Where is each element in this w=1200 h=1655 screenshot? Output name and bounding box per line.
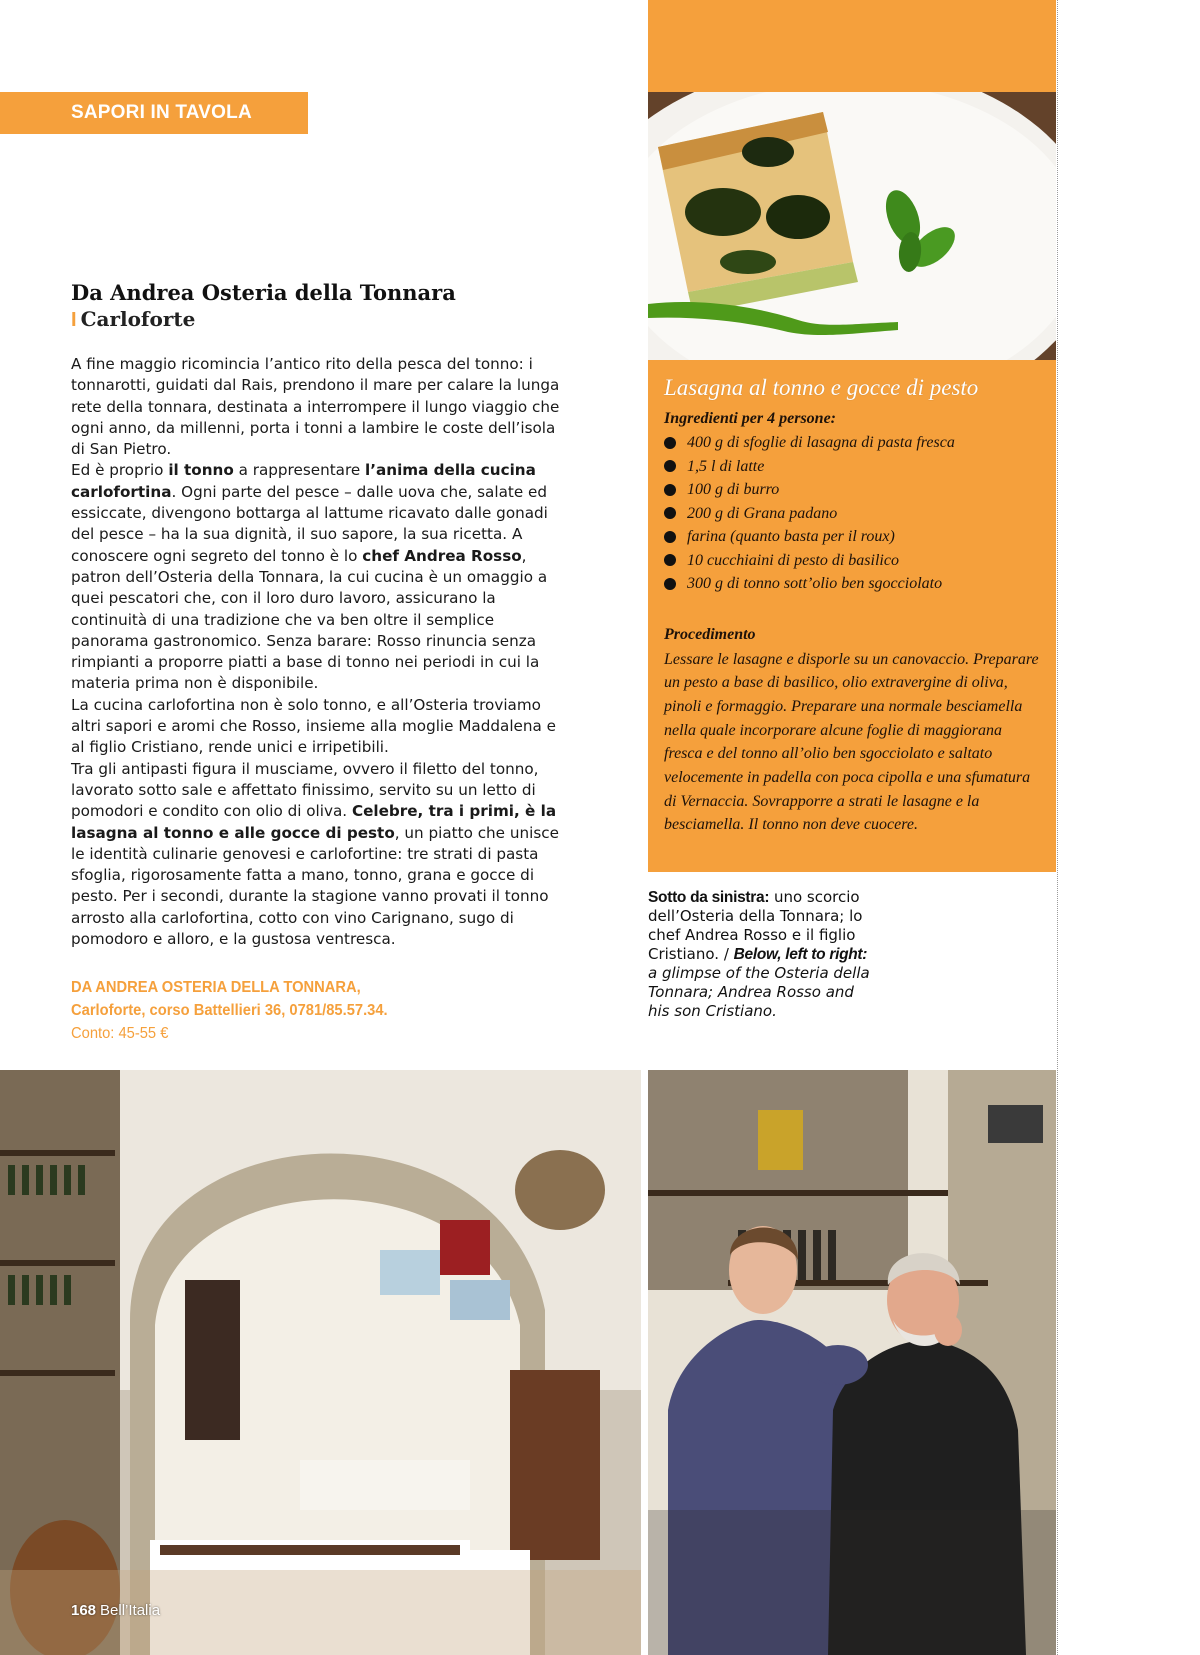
body-run: , patron dell’Osteria della Tonnara, la cui cucina è un omaggio a quei pescatori che, con il loro duro lavoro, assicurano la continuità di una tradizione che va ben oltre il semplice panorama gastronomico. Senza barare: Rosso rinuncia senza rimpianti a proporre piatti a base di tonno nei periodi in cui la materia prima non è disponibile.: [71, 546, 548, 693]
procedure-title: Procedimento: [664, 625, 756, 643]
article-location: [71, 307, 591, 332]
lasagna-photo: [648, 92, 1056, 360]
ingredient-text: 100 g di burro: [687, 481, 780, 498]
body-bold-run: Celebre, tra i primi, è la lasagna al tonno e alle gocce di pesto: [71, 802, 557, 842]
address-line: Carloforte, corso Battellieri 36, 0781/85.57.34.: [71, 1002, 388, 1019]
location-name: Carloforte: [80, 307, 196, 331]
ingredient-item: [664, 525, 1040, 549]
body-run: Tra gli antipasti figura il musciame, ovvero il filetto del tonno, lavorato sotto sale e affettato finissimo, servito su un letto di pomodori e condito con olio di oliva.: [71, 759, 539, 821]
price-range: Conto: 45-55 €: [71, 1025, 169, 1042]
section-tag: [0, 92, 308, 134]
ingredient-item: [664, 478, 1040, 502]
body-run: a rappresentare: [233, 461, 366, 480]
ingredients-title: Ingredienti per 4 persone:: [664, 410, 836, 427]
location-bar: I: [71, 309, 77, 331]
caption-lead-it: Sotto da sinistra:: [648, 889, 770, 906]
ingredient-item: [664, 431, 1040, 455]
page-folio: [71, 1602, 160, 1619]
bullet-icon: [664, 460, 676, 472]
body-run: . Ogni parte del pesce – dalle uova che, salate ed essiccate, divengono bottarga al lattume ricavato dalle gonadi del pesce – ha la sua dignità, il suo sapore, la sua ricetta. A conoscere ogni segreto del tonno è lo: [71, 482, 548, 565]
osteria-interior-photo: [0, 1070, 641, 1655]
body-run: , un piatto che unisce le identità culinarie genovesi e carlofortine: tre strati di pasta sfoglia, rigorosamente fatta a mano, tonno, grana e gocce di pesto. Per i secondi, durante la stagione vanno provati il tonno arrosto alla carlofortina, cotto con vino Carignano, sugo di pomodoro e alloro, e la gustosa ventresca.: [71, 823, 559, 949]
body-bold-run: il tonno: [168, 461, 234, 480]
caption-lead-en: Below, left to right:: [733, 946, 868, 963]
ingredient-item: [664, 549, 1040, 573]
ingredient-text: 400 g di sfoglie di lasagna di pasta fresca: [687, 434, 955, 451]
ingredient-text: 1,5 l di latte: [687, 457, 765, 475]
bullet-icon: [664, 554, 676, 566]
bullet-icon: [664, 484, 676, 496]
ingredients-list: [664, 431, 1040, 596]
ingredient-item: [664, 455, 1040, 479]
body-bold-run: l’anima della cucina carlofortina: [71, 461, 536, 501]
orange-top-band: [648, 0, 1056, 92]
ingredient-item: [664, 502, 1040, 526]
section-label: SAPORI IN TAVOLA: [71, 102, 252, 123]
body-run: La cucina carlofortina non è solo tonno, e all’Osteria troviamo altri sapori e aromi che Rosso, insieme alla moglie Maddalena e al figlio Cristiano, rende unici e irripetibili.: [71, 695, 556, 757]
address-name: DA ANDREA OSTERIA DELLA TONNARA,: [71, 979, 361, 996]
procedure-text: Lessare le lasagne e disporle su un canovaccio. Preparare un pesto a base di basilico, olio extravergine di oliva, pinoli e formaggio. Preparare una normale besciamella nella quale incorporare alcune foglie di maggiorana fresca e del tonno all’olio ben sgocciolato e saltato velocemente in padella con poca cipolla e una sfumatura di Vernaccia. Sovrapporre a strati le lasagne e la besciamella. Il tonno non deve cuocere.: [664, 650, 1039, 834]
body-bold-run: chef Andrea Rosso: [362, 546, 522, 565]
recipe-box: [648, 360, 1056, 872]
body-run: A fine maggio ricomincia l’antico rito della pesca del tonno: i tonnarotti, guidati dal Rais, prendono il mare per calare la lunga rete della tonnara, destinata a interrompere il lungo viaggio che ogni anno, da millenni, porta i tonni a lambire le coste dell’isola di San Pietro.: [71, 355, 560, 459]
ingredient-text: 300 g di tonno sott’olio ben sgocciolato: [687, 575, 943, 592]
restaurant-address: [71, 976, 549, 1045]
article-title: Da Andrea Osteria della Tonnara: [71, 280, 456, 305]
bullet-icon: [664, 437, 676, 449]
chefs-portrait-photo: [648, 1070, 1056, 1655]
bullet-icon: [664, 507, 676, 519]
ingredient-item: [664, 572, 1040, 596]
photo-caption: [648, 888, 878, 1021]
ingredient-text: 200 g di Grana padano: [687, 504, 838, 522]
ingredient-text: 10 cucchiaini di pesto di basilico: [687, 551, 899, 569]
bullet-icon: [664, 578, 676, 590]
page-edge-rule: [1057, 0, 1058, 1655]
bullet-icon: [664, 531, 676, 543]
article-body: [71, 354, 571, 950]
ingredient-text: farina (quanto basta per il roux): [687, 528, 895, 545]
body-run: Ed è proprio: [71, 461, 169, 480]
caption-text-it: uno scorcio dell’Osteria della Tonnara; lo chef Andrea Rosso e il figlio Cristiano. /: [648, 888, 863, 963]
recipe-title: Lasagna al tonno e gocce di pesto: [664, 375, 979, 400]
page-number: 168: [71, 1602, 97, 1619]
magazine-name: Bell’Italia: [100, 1602, 161, 1619]
caption-text-en: a glimpse of the Osteria della Tonnara; Andrea Rosso and his son Cristiano.: [648, 964, 870, 1020]
